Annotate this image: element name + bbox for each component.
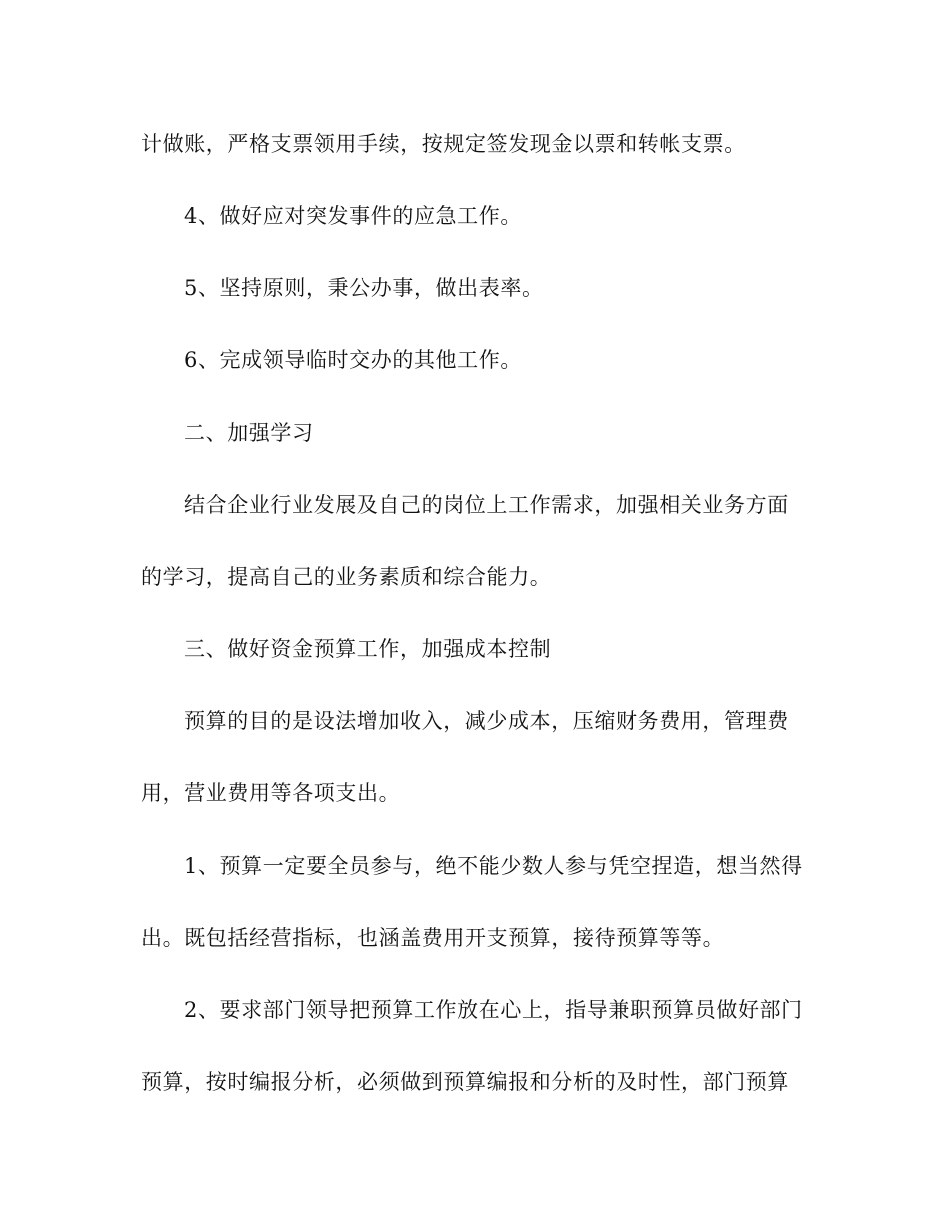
- paragraph-line: 用，营业费用等各项支出。: [141, 781, 401, 805]
- section-heading-3: 三、做好资金预算工作，加强成本控制: [184, 637, 552, 661]
- list-item-6: 6、完成领导临时交办的其他工作。: [184, 348, 522, 372]
- list-item-2: 2、要求部门领导把预算工作放在心上，指导兼职预算员做好部门: [184, 998, 803, 1022]
- paragraph-line: 出。既包括经营指标，也涵盖费用开支预算，接待预算等等。: [141, 926, 725, 950]
- list-item-4: 4、做好应对突发事件的应急工作。: [184, 204, 522, 228]
- section-heading-2: 二、加强学习: [184, 421, 314, 445]
- paragraph-line: 计做账，严格支票领用手续，按规定签发现金以票和转帐支票。: [141, 132, 746, 156]
- paragraph-line: 结合企业行业发展及自己的岗位上工作需求，加强相关业务方面: [184, 493, 789, 517]
- list-item-1: 1、预算一定要全员参与，绝不能少数人参与凭空捏造，想当然得: [184, 854, 803, 878]
- paragraph-line: 的学习，提高自己的业务素质和综合能力。: [141, 565, 552, 589]
- paragraph-line: 预算，按时编报分析，必须做到预算编报和分析的及时性，部门预算: [141, 1070, 789, 1094]
- list-item-5: 5、坚持原则，秉公办事，做出表率。: [184, 276, 544, 300]
- paragraph-line: 预算的目的是设法增加收入，减少成本，压缩财务费用，管理费: [184, 709, 789, 733]
